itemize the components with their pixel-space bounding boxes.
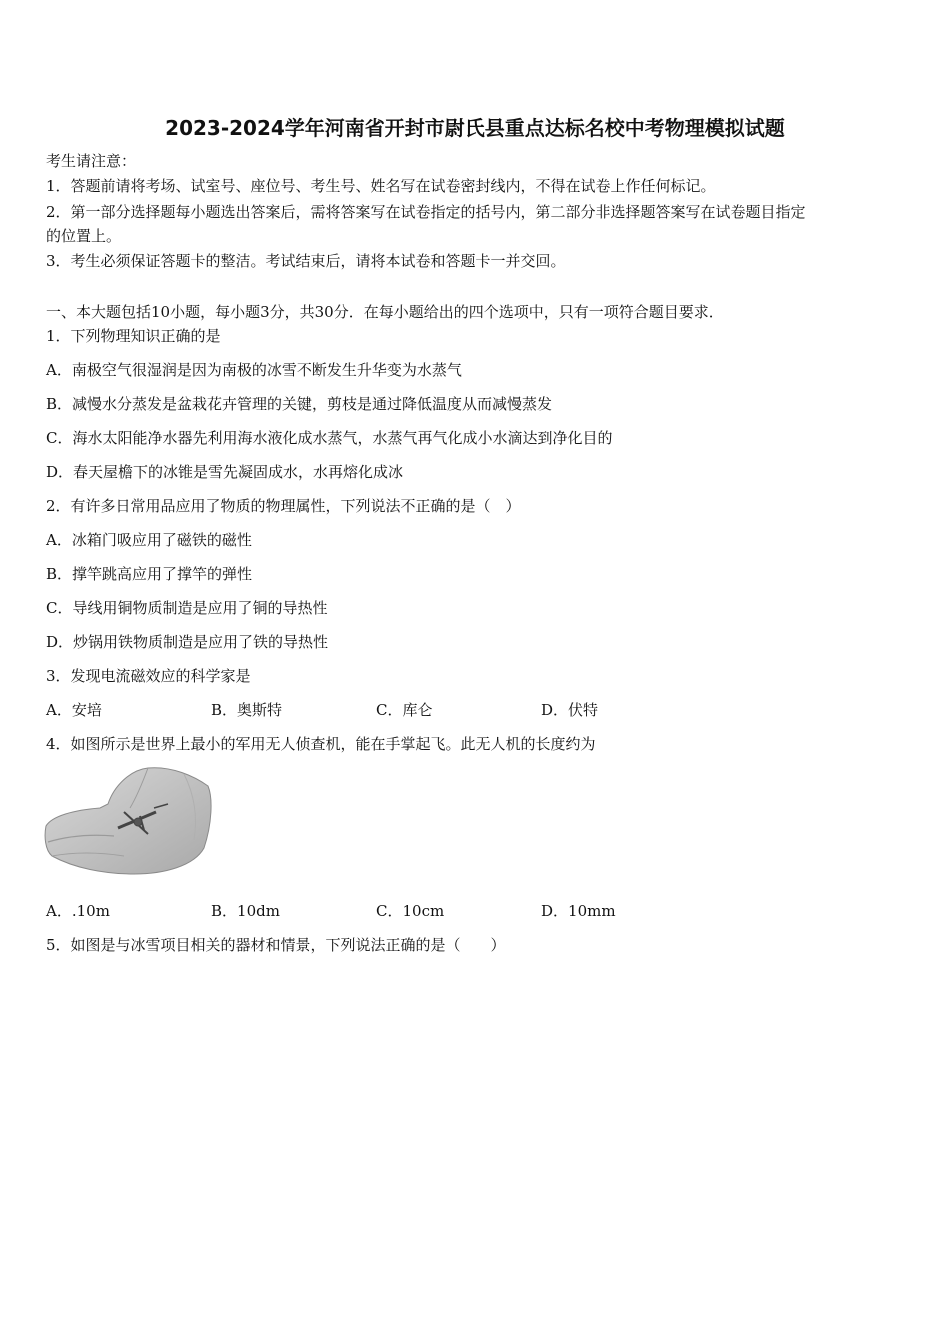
section-heading: 一、本大题包括10小题，每小题3分，共30分．在每小题给出的四个选项中，只有一项符合题目要求． [46,303,724,321]
q1-option-b: B．减慢水分蒸发是盆栽花卉管理的关键，剪枝是通过降低温度从而减慢蒸发 [46,395,553,413]
q4-option-c: C．10cm [376,902,445,920]
q1-stem: 1．下列物理知识正确的是 [46,327,221,345]
q4-option-d: D．10mm [541,902,616,920]
q1-option-a: A．南极空气很湿润是因为南极的冰雪不断发生升华变为水蒸气 [46,361,462,379]
q1-option-d: D．春天屋檐下的冰锥是雪先凝固成水，水再熔化成冰 [46,463,404,481]
q2-option-a: A．冰箱门吸应用了磁铁的磁性 [46,531,252,549]
q2-option-c: C．导线用铜物质制造是应用了铜的导热性 [46,599,328,617]
q4-stem: 4．如图所示是世界上最小的军用无人侦查机，能在手掌起飞。此无人机的长度约为 [46,735,596,753]
q3-option-d: D．伏特 [541,701,599,719]
notice-item-2: 2．第一部分选择题每小题选出答案后，需将答案写在试卷指定的括号内，第二部分非选择题答案写在试卷题目指定 [46,203,806,221]
exam-title: 2023-2024学年河南省开封市尉氏县重点达标名校中考物理模拟试题 [165,116,785,140]
q3-option-c: C．库仑 [376,701,433,719]
notice-heading: 考生请注意： [46,152,137,170]
q4-option-b: B．10dm [211,902,280,920]
notice-item-1: 1．答题前请将考场、试室号、座位号、考生号、姓名写在试卷密封线内，不得在试卷上作任何标记。 [46,177,716,195]
q2-stem: 2．有许多日常用品应用了物质的物理属性，下列说法不正确的是（ ） [46,497,521,515]
q5-stem: 5．如图是与冰雪项目相关的器材和情景，下列说法正确的是（ ） [46,936,506,954]
notice-item-3: 3．考生必须保证答题卡的整洁。考试结束后，请将本试卷和答题卡一并交回。 [46,252,566,270]
q1-option-c: C．海水太阳能净水器先利用海水液化成水蒸气，水蒸气再气化成小水滴达到净化目的 [46,429,613,447]
q3-option-b: B．奥斯特 [211,701,283,719]
q3-stem: 3．发现电流磁效应的科学家是 [46,667,251,685]
hand-drone-figure [44,764,214,878]
q2-option-d: D．炒锅用铁物质制造是应用了铁的导热性 [46,633,329,651]
q3-option-a: A．安培 [46,701,102,719]
q2-option-b: B．撑竿跳高应用了撑竿的弹性 [46,565,253,583]
q4-option-a: A．.10m [46,902,110,920]
notice-item-2-cont: 的位置上。 [46,227,122,245]
